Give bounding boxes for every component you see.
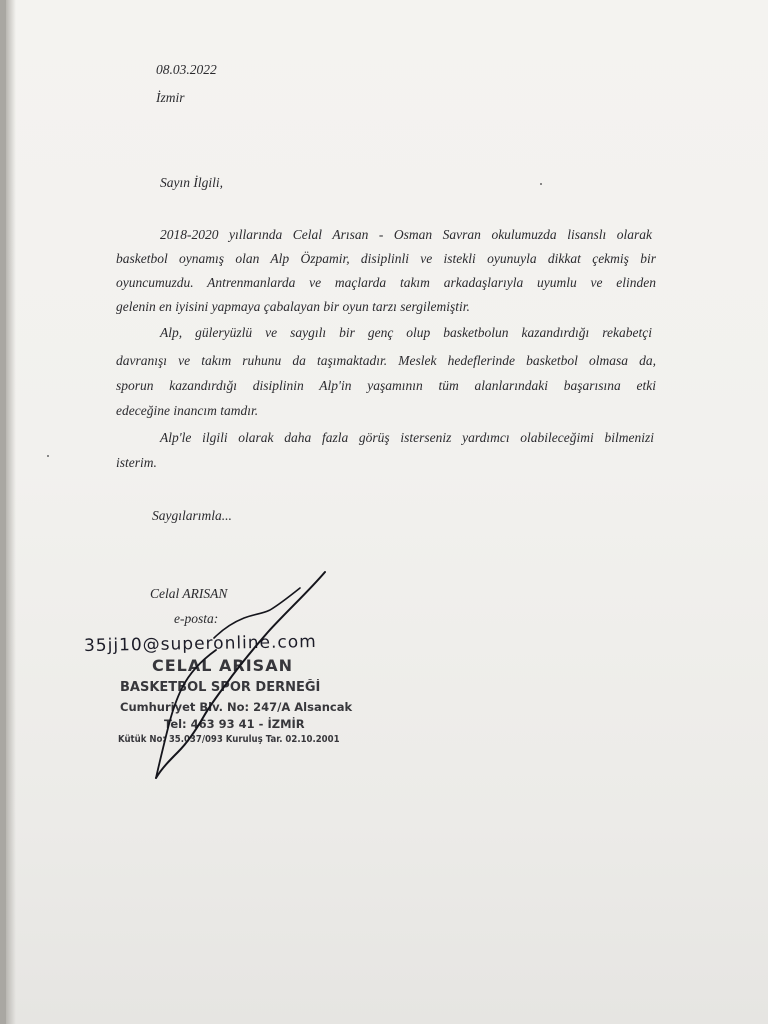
body-line: oyuncumuzdu. Antrenmanlarda ve maçlarda takım arkadaşlarıyla uyumlu ve elinden [116, 275, 656, 290]
closing: Saygılarımla... [152, 508, 232, 523]
stamp-registry: Kütük No: 35.037/093 Kuruluş Tar. 02.10.2001 [118, 734, 340, 745]
letter-date: 08.03.2022 [156, 62, 217, 77]
stamp-address: Cumhuriyet Blv. No: 247/A Alsancak [120, 700, 353, 714]
body-line: gelenin en iyisini yapmaya çabalayan bir oyun tarzı sergilemiştir. [116, 299, 470, 314]
paper-speck [47, 455, 49, 457]
salutation: Sayın İlgili, [160, 175, 223, 190]
stamp-name: CELAL ARISAN [152, 656, 293, 675]
body-line: sporun kazandırdığı disiplinin Alp'in yaşamının tüm alanlarındaki başarısına etki [116, 378, 656, 393]
signature-stroke [156, 572, 325, 778]
letter-city: İzmir [156, 90, 185, 105]
body-line: 2018-2020 yıllarında Celal Arısan - Osman Savran okulumuzda lisanslı olarak [160, 227, 652, 242]
body-line: Alp, güleryüzlü ve saygılı bir genç olup basketbolun kazandırdığı rekabetçi [160, 325, 652, 340]
body-line: basketbol oynamış olan Alp Özpamir, disiplinli ve istekli oyunuyla dikkat çekmiş bir [116, 251, 656, 266]
signature-stroke [156, 650, 216, 778]
body-line: edeceğine inancım tamdır. [116, 403, 259, 418]
paper-speck [540, 183, 542, 185]
body-line: isterim. [116, 455, 157, 470]
email-label: e-posta: [174, 611, 219, 626]
body-line: davranışı ve takım ruhunu da taşımaktadır. Meslek hedeflerinde basketbol olmasa da, [116, 353, 656, 368]
signer-name: Celal ARISAN [150, 586, 228, 601]
stamp-phone: Tel: 463 93 41 - İZMİR [164, 717, 305, 731]
handwritten-email: 35jj10@superonline.com [83, 631, 317, 657]
body-line: Alp'le ilgili olarak daha fazla görüş isterseniz yardımcı olabileceğimi bilmenizi [160, 430, 654, 445]
stamp-club: BASKETBOL SPOR DERNEĞİ [120, 680, 321, 695]
